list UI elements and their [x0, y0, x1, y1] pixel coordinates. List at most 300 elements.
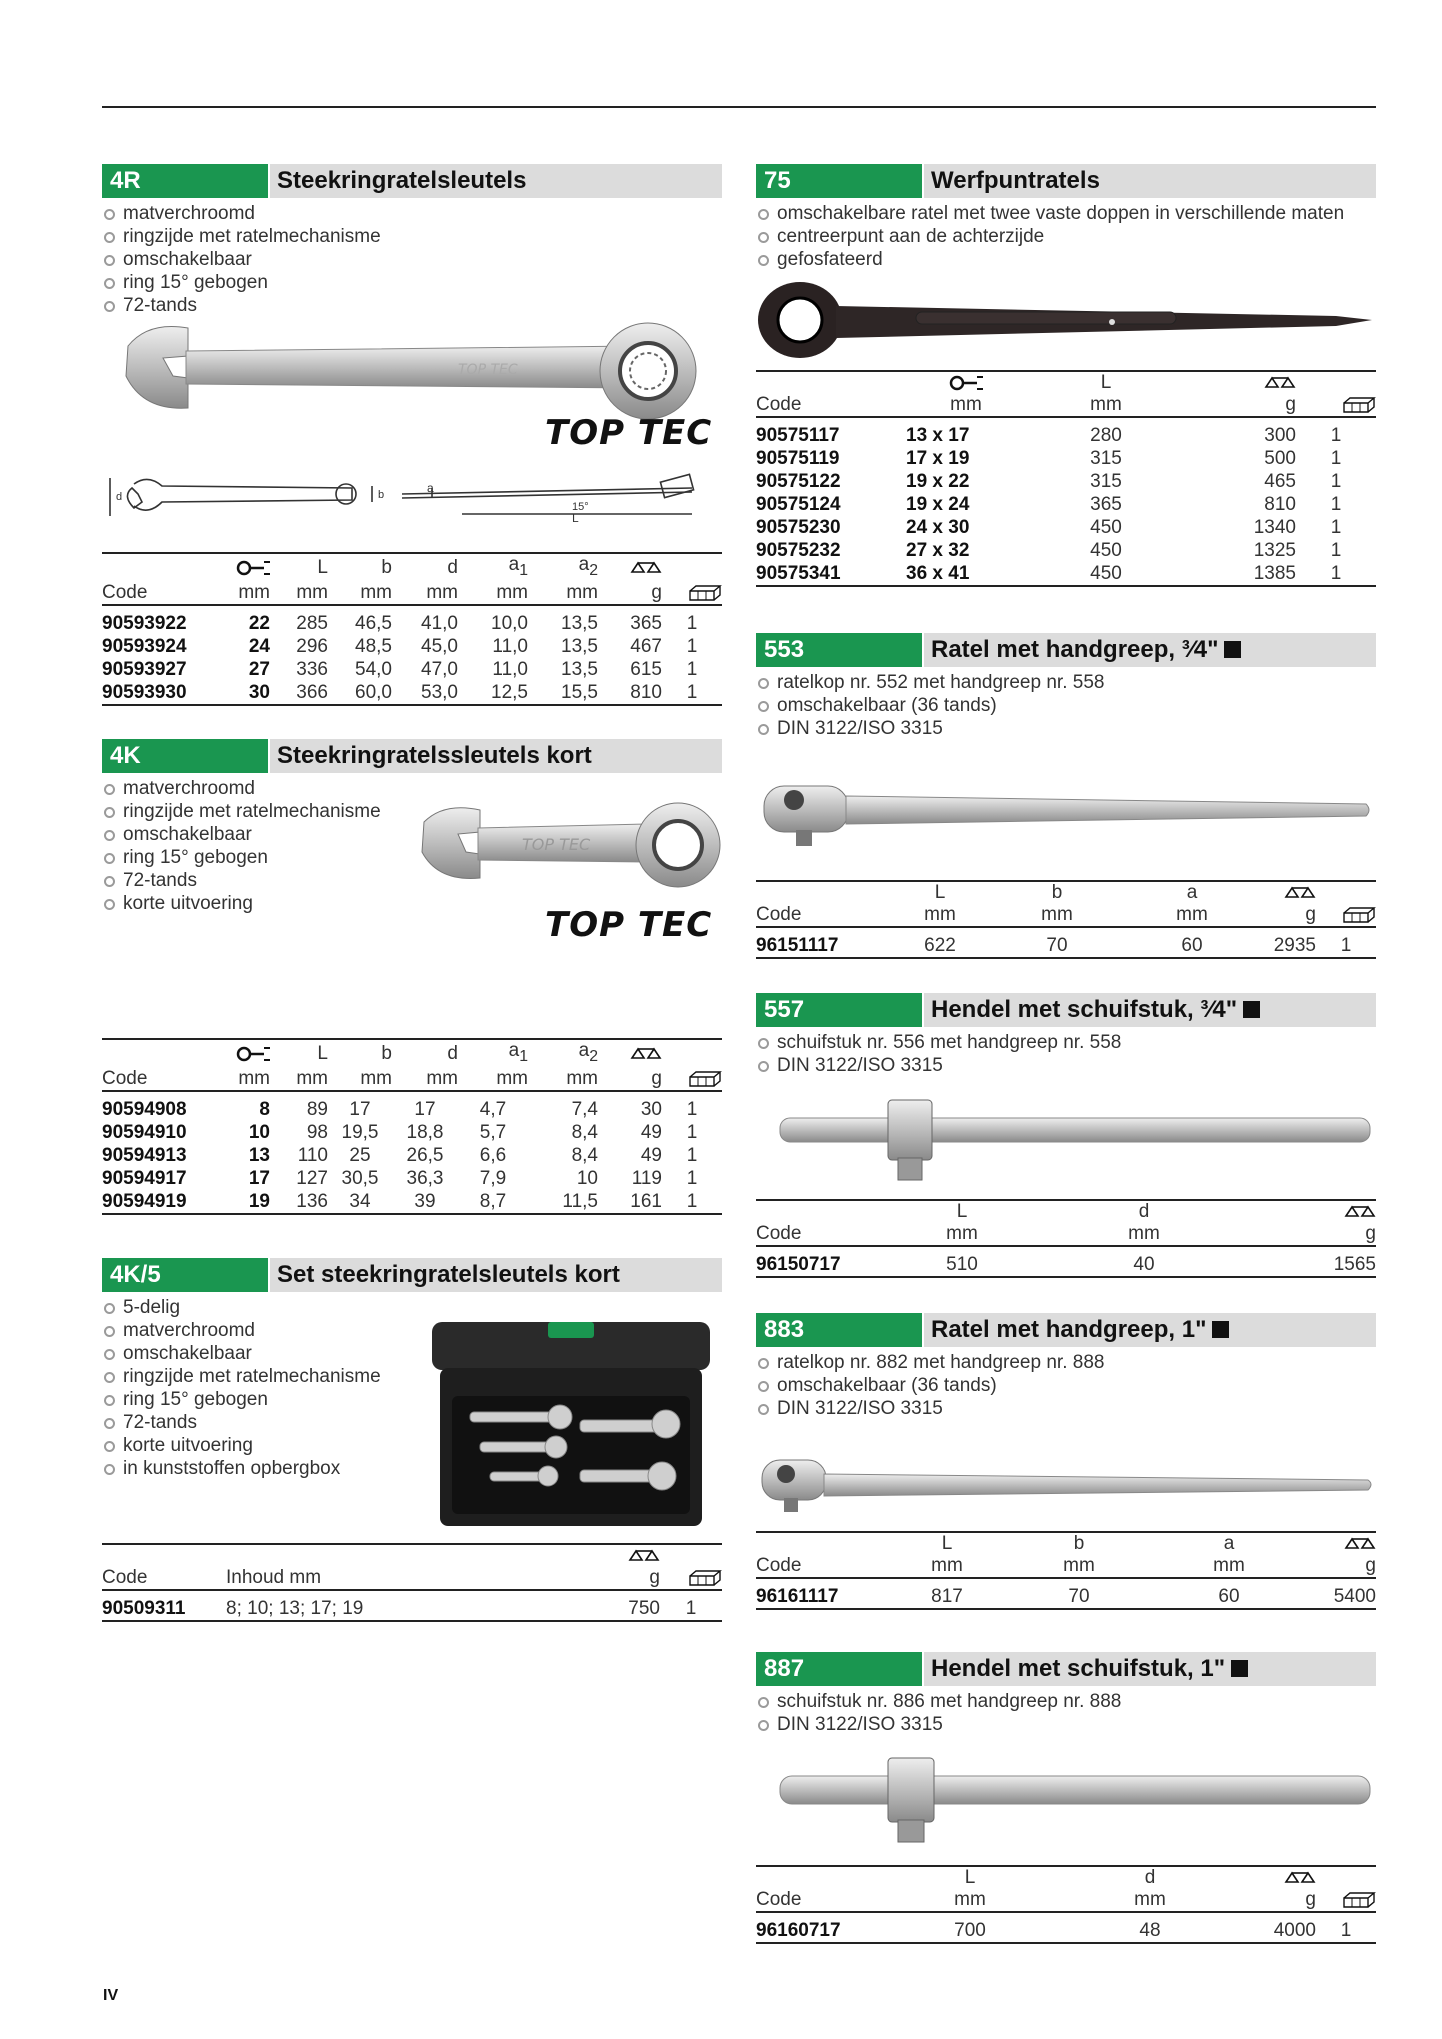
- col-a1-sub: 1: [519, 561, 528, 579]
- package-icon: [1296, 394, 1376, 417]
- col-L: L: [956, 1201, 968, 1222]
- cell-size: 19 x 24: [906, 494, 970, 515]
- feature-item: korte uitvoering: [102, 892, 722, 915]
- feature-item: ratelkop nr. 882 met handgreep nr. 888: [756, 1351, 1376, 1374]
- cell-size: 19 x 22: [906, 471, 970, 492]
- section-number: 75: [756, 164, 922, 198]
- weight-icon: [1254, 1200, 1376, 1223]
- col-a2: [528, 1039, 598, 1068]
- cell-L: 622: [924, 935, 956, 956]
- feature-item: schuifstuk nr. 556 met handgreep nr. 558: [756, 1031, 1376, 1054]
- cell-code: 90593930: [102, 681, 187, 703]
- cell-code: 96151117: [756, 935, 839, 956]
- ratchet-handle-1in-image: [756, 1456, 1376, 1516]
- cell-code: 90575119: [756, 448, 840, 469]
- cell-pack: 1: [1330, 471, 1342, 492]
- cell-code: 90575124: [756, 494, 841, 515]
- col-d-unit: mm: [426, 1067, 458, 1089]
- cell-a1: 8,7: [479, 1190, 507, 1212]
- cell-a1: 12,5: [491, 681, 528, 703]
- col-size-unit: mm: [238, 581, 270, 603]
- col-weight-unit: g: [1285, 394, 1296, 415]
- section-557: [756, 993, 1376, 1077]
- col-L: L: [934, 882, 946, 903]
- weight-icon: [1260, 881, 1316, 904]
- cell-code: 90509311: [102, 1598, 186, 1619]
- package-icon: [662, 582, 722, 605]
- feature-item: 72-tands: [102, 869, 722, 892]
- cell-pack: 1: [686, 681, 698, 703]
- col-d: d: [447, 1042, 458, 1064]
- col-b-unit: mm: [360, 1067, 392, 1089]
- table-row: [102, 1190, 722, 1214]
- feature-item: omschakelbaar: [102, 248, 722, 271]
- square-icon: [1212, 1321, 1229, 1338]
- weight-icon: [1304, 1532, 1376, 1555]
- cell-L: 89: [306, 1098, 328, 1120]
- cell-L: 366: [296, 681, 328, 703]
- cell-a2: 13,5: [561, 612, 598, 634]
- cell-pack: 1: [686, 1098, 698, 1120]
- cell-b: 19,5: [341, 1121, 379, 1143]
- cell-L: 110: [297, 1144, 328, 1166]
- cell-L: 510: [946, 1254, 978, 1275]
- section-header: [756, 1313, 1376, 1347]
- combination-wrench-image: [118, 316, 698, 426]
- cell-weight: 119: [631, 1167, 662, 1189]
- cell-content: 8; 10; 13; 17; 19: [226, 1598, 364, 1619]
- table-row: [756, 1578, 1376, 1609]
- table-row: [756, 447, 1376, 470]
- col-d-unit: mm: [1128, 1223, 1160, 1244]
- section-553: [756, 633, 1376, 740]
- table-row: [756, 1246, 1376, 1277]
- weight-icon: [598, 1039, 662, 1068]
- col-weight-unit: g: [651, 1067, 662, 1089]
- svg-text:L: L: [572, 511, 579, 525]
- cell-weight: 1565: [1333, 1254, 1376, 1275]
- cell-L: 296: [296, 635, 328, 657]
- feature-list: [756, 671, 1376, 740]
- feature-item: omschakelbaar: [102, 1342, 722, 1365]
- feature-list: [102, 202, 722, 317]
- section-title-text: Hendel met schuifstuk, 1": [931, 1655, 1226, 1682]
- cell-code: 90594908: [102, 1098, 187, 1120]
- table-row: [756, 516, 1376, 539]
- cell-weight: 1325: [1253, 540, 1296, 561]
- section-title: [924, 993, 1376, 1027]
- feature-item: omschakelbaar (36 tands): [756, 1374, 1376, 1397]
- section-number: 557: [756, 993, 922, 1027]
- cell-code: 96160717: [756, 1920, 841, 1941]
- col-a1-label: a: [508, 554, 520, 575]
- col-a1-sub: 1: [519, 1047, 528, 1065]
- cell-pack: 1: [1340, 935, 1352, 956]
- col-b: b: [1051, 882, 1063, 903]
- table-row: [102, 1091, 722, 1121]
- feature-item: omschakelbaar (36 tands): [756, 694, 1376, 717]
- feature-item: DIN 3122/ISO 3315: [756, 717, 1376, 740]
- section-title: Steekringratelssleutels kort: [270, 739, 722, 773]
- feature-item: centreerpunt aan de achterzijde: [756, 225, 1376, 248]
- col-a2-label: a: [578, 554, 590, 575]
- page-number: IV: [103, 1987, 119, 2004]
- col-code: Code: [102, 581, 148, 603]
- col-weight-unit: g: [1365, 1555, 1376, 1576]
- cell-a1: 7,9: [479, 1167, 507, 1189]
- cell-weight: 49: [640, 1121, 662, 1143]
- cell-d: 18,8: [406, 1121, 444, 1143]
- table-row: [756, 927, 1376, 958]
- cell-d: 17: [414, 1098, 436, 1120]
- cell-a1: 10,0: [491, 612, 528, 634]
- cell-size: 10: [248, 1121, 270, 1143]
- cell-L: 365: [1090, 494, 1122, 515]
- cell-d: 39: [414, 1190, 436, 1212]
- section-number: 4K: [102, 739, 268, 773]
- section-number: 887: [756, 1652, 922, 1686]
- col-L: L: [1100, 372, 1112, 393]
- section-header: [756, 633, 1376, 667]
- feature-item: omschakelbaar: [102, 823, 722, 846]
- short-wrench-image: [418, 800, 724, 890]
- cell-L: 98: [306, 1121, 328, 1143]
- table-row: [756, 493, 1376, 516]
- col-L-unit: mm: [296, 581, 328, 603]
- cell-d: 48: [1139, 1920, 1161, 1941]
- col-d-unit: mm: [426, 581, 458, 603]
- cell-pack: 1: [1330, 425, 1342, 446]
- square-icon: [1224, 641, 1241, 658]
- cell-pack: 1: [1330, 563, 1342, 584]
- feature-item: ringzijde met ratelmechanisme: [102, 800, 722, 823]
- section-title: [924, 1313, 1376, 1347]
- table-row: [756, 1912, 1376, 1943]
- feature-item: DIN 3122/ISO 3315: [756, 1713, 1376, 1736]
- feature-list: [756, 1031, 1376, 1077]
- feature-item: 5-delig: [102, 1296, 722, 1319]
- cell-code: 90594913: [102, 1144, 187, 1166]
- col-weight-unit: g: [651, 581, 662, 603]
- section-title-text: Ratel met handgreep, ³⁄4": [931, 636, 1219, 663]
- cell-weight: 2935: [1273, 935, 1316, 956]
- col-a2-sub: 2: [589, 1047, 598, 1065]
- cell-pack: 1: [1330, 448, 1342, 469]
- feature-item: omschakelbare ratel met twee vaste doppen in verschillende maten: [756, 202, 1376, 225]
- cell-d: 26,5: [406, 1144, 444, 1166]
- cell-a2: 13,5: [561, 658, 598, 680]
- cell-pack: 1: [686, 658, 698, 680]
- col-a1: [458, 1039, 528, 1068]
- col-a2-unit: mm: [566, 1067, 598, 1089]
- cell-a2: 15,5: [561, 681, 598, 703]
- col-L-unit: mm: [954, 1889, 986, 1910]
- cell-L: 336: [296, 658, 328, 680]
- section-4r: [102, 164, 722, 317]
- section-header: [102, 1258, 722, 1292]
- feature-item: korte uitvoering: [102, 1434, 722, 1457]
- table-row: [102, 1590, 722, 1621]
- col-code: Code: [102, 1067, 148, 1089]
- cell-pack: 1: [1330, 494, 1342, 515]
- cell-pack: 1: [686, 1190, 698, 1212]
- cell-b: 34: [349, 1190, 371, 1212]
- cell-size: 36 x 41: [906, 563, 970, 584]
- cell-code: 90593927: [102, 658, 187, 680]
- cell-pack: 1: [686, 635, 698, 657]
- cell-code: 96150717: [756, 1254, 841, 1275]
- cell-size: 22: [248, 612, 270, 634]
- spec-table-4k5: [102, 1543, 722, 1622]
- cell-d: 45,0: [421, 635, 458, 657]
- cell-d: 36,3: [406, 1167, 444, 1189]
- col-a2: [528, 553, 598, 582]
- feature-item: ringzijde met ratelmechanisme: [102, 225, 722, 248]
- feature-item: ringzijde met ratelmechanisme: [102, 1365, 722, 1388]
- section-number: 4R: [102, 164, 268, 198]
- square-icon: [1231, 1660, 1248, 1677]
- cell-L: 136: [296, 1190, 328, 1212]
- col-size-unit: mm: [238, 1067, 270, 1089]
- col-L-unit: mm: [924, 904, 956, 925]
- feature-item: matverchroomd: [102, 777, 722, 800]
- spec-table-887: [756, 1865, 1376, 1944]
- col-code: Code: [102, 1567, 148, 1588]
- cell-weight: 810: [630, 681, 662, 703]
- cell-b: 54,0: [355, 658, 392, 680]
- cell-size: 24 x 30: [906, 517, 970, 538]
- feature-item: matverchroomd: [102, 1319, 722, 1342]
- col-code: Code: [756, 1555, 802, 1576]
- section-887: [756, 1652, 1376, 1736]
- cell-weight: 750: [628, 1598, 660, 1619]
- table-row: [102, 635, 722, 658]
- section-title: [924, 633, 1376, 667]
- section-header: [756, 1652, 1376, 1686]
- spec-table-4k: [102, 1038, 722, 1215]
- cell-code: 90575341: [756, 563, 841, 584]
- size-icon: [220, 553, 270, 582]
- package-icon: [662, 1068, 722, 1091]
- section-header: [102, 739, 722, 773]
- feature-item: ring 15° gebogen: [102, 1388, 722, 1411]
- cell-d: 53,0: [421, 681, 458, 703]
- cell-pack: 1: [1330, 517, 1342, 538]
- section-title: Set steekringratelsleutels kort: [270, 1258, 722, 1292]
- brand-logo: TOP TEC: [545, 413, 713, 453]
- col-b-unit: mm: [360, 581, 392, 603]
- cell-size: 8: [259, 1098, 270, 1120]
- cell-L: 700: [954, 1920, 986, 1941]
- table-row: [102, 605, 722, 635]
- cell-a: 60: [1218, 1586, 1240, 1607]
- section-75: [756, 164, 1376, 271]
- cell-code: 90593922: [102, 612, 187, 634]
- col-L: L: [941, 1533, 953, 1554]
- cell-code: 90593924: [102, 635, 187, 657]
- table-row: [756, 470, 1376, 493]
- table-row: [756, 417, 1376, 447]
- weight-icon: [598, 553, 662, 582]
- col-b: b: [381, 556, 392, 578]
- feature-item: ring 15° gebogen: [102, 846, 722, 869]
- svg-text:TOP TEC: TOP TEC: [522, 835, 591, 854]
- cell-a2: 8,4: [571, 1121, 598, 1143]
- cell-code: 90575230: [756, 517, 841, 538]
- section-header: [756, 164, 1376, 198]
- cell-b: 46,5: [355, 612, 392, 634]
- feature-item: gefosfateerd: [756, 248, 1376, 271]
- feature-list: [756, 1351, 1376, 1420]
- cell-weight: 30: [640, 1098, 662, 1120]
- cell-size: 13: [248, 1144, 270, 1166]
- cell-pack: 1: [686, 1144, 698, 1166]
- weight-icon: [1186, 371, 1296, 394]
- col-a2-label: a: [578, 1040, 590, 1061]
- col-d: d: [447, 556, 458, 578]
- col-a-unit: mm: [1176, 904, 1208, 925]
- cell-a2: 8,4: [571, 1144, 598, 1166]
- podger-ratchet-image: [756, 280, 1376, 360]
- col-a2-sub: 2: [589, 561, 598, 579]
- feature-item: ratelkop nr. 552 met handgreep nr. 558: [756, 671, 1376, 694]
- feature-item: matverchroomd: [102, 202, 722, 225]
- svg-text:a: a: [427, 481, 434, 495]
- col-a: a: [1186, 882, 1198, 903]
- section-header: [102, 164, 722, 198]
- col-size-unit: mm: [950, 394, 982, 415]
- svg-text:TOP TEC: TOP TEC: [458, 362, 518, 378]
- col-b-unit: mm: [1063, 1555, 1095, 1576]
- cell-size: 17: [248, 1167, 270, 1189]
- feature-item: 72-tands: [102, 294, 722, 317]
- cell-pack: 1: [685, 1598, 697, 1619]
- feature-list: [756, 202, 1376, 271]
- col-b: b: [381, 1042, 392, 1064]
- feature-item: ring 15° gebogen: [102, 271, 722, 294]
- cell-b: 17: [349, 1098, 371, 1120]
- cell-weight: 1340: [1253, 517, 1296, 538]
- table-row: [102, 1167, 722, 1190]
- col-code: Code: [756, 394, 802, 415]
- col-a1-unit: mm: [496, 581, 528, 603]
- table-row: [102, 1121, 722, 1144]
- col-weight-unit: g: [1365, 1223, 1376, 1244]
- section-number: 883: [756, 1313, 922, 1347]
- cell-size: 27 x 32: [906, 540, 970, 561]
- feature-list: [756, 1690, 1376, 1736]
- col-L-unit: mm: [1090, 394, 1122, 415]
- package-icon: [1316, 904, 1376, 927]
- col-L-unit: mm: [296, 1067, 328, 1089]
- col-d: d: [1138, 1201, 1150, 1222]
- cell-weight: 5400: [1333, 1586, 1376, 1607]
- col-L: L: [964, 1867, 976, 1888]
- col-L-unit: mm: [931, 1555, 963, 1576]
- brand-logo: TOP TEC: [545, 905, 713, 945]
- ratchet-handle-image: [756, 776, 1376, 852]
- cell-L: 315: [1090, 448, 1122, 469]
- col-code: Code: [756, 904, 802, 925]
- cell-weight: 4000: [1273, 1920, 1316, 1941]
- sliding-t-bar-image: [776, 1092, 1376, 1184]
- feature-item: DIN 3122/ISO 3315: [756, 1397, 1376, 1420]
- section-number: 553: [756, 633, 922, 667]
- cell-code: 90575122: [756, 471, 841, 492]
- spec-table-883: [756, 1531, 1376, 1610]
- feature-item: DIN 3122/ISO 3315: [756, 1054, 1376, 1077]
- table-row: [102, 681, 722, 705]
- cell-weight: 500: [1264, 448, 1296, 469]
- col-L: L: [317, 1042, 328, 1064]
- cell-size: 19: [248, 1190, 270, 1212]
- col-b-unit: mm: [1041, 904, 1073, 925]
- dimension-drawing: [102, 466, 722, 526]
- cell-L: 285: [296, 612, 328, 634]
- col-L-unit: mm: [946, 1223, 978, 1244]
- package-icon: [660, 1567, 722, 1590]
- col-a1-label: a: [508, 1040, 520, 1061]
- col-code: Code: [756, 1223, 802, 1244]
- cell-weight: 49: [640, 1144, 662, 1166]
- feature-item: in kunststoffen opbergbox: [102, 1457, 722, 1480]
- weight-icon: [1250, 1866, 1316, 1889]
- cell-weight: 615: [630, 658, 662, 680]
- cell-a2: 11,5: [562, 1190, 598, 1212]
- section-header: [756, 993, 1376, 1027]
- sliding-t-bar-1in-image: [776, 1752, 1376, 1844]
- cell-L: 817: [931, 1586, 963, 1607]
- col-weight-unit: g: [1305, 1889, 1316, 1910]
- section-title: [924, 1652, 1376, 1686]
- section-number: 4K/5: [102, 1258, 268, 1292]
- top-rule: [102, 106, 1376, 108]
- col-a1: [458, 553, 528, 582]
- cell-code: 90575232: [756, 540, 841, 561]
- cell-a1: 5,7: [479, 1121, 507, 1143]
- storage-box-image: [430, 1320, 712, 1530]
- table-row: [102, 1144, 722, 1167]
- cell-d: 47,0: [421, 658, 458, 680]
- cell-a: 60: [1181, 935, 1203, 956]
- section-title: Werfpuntratels: [924, 164, 1376, 198]
- package-icon: [1316, 1889, 1376, 1912]
- cell-size: 27: [248, 658, 270, 680]
- cell-code: 90594919: [102, 1190, 187, 1212]
- cell-b: 48,5: [355, 635, 392, 657]
- cell-pack: 1: [686, 1167, 698, 1189]
- cell-L: 127: [296, 1167, 328, 1189]
- svg-text:15°: 15°: [572, 501, 589, 513]
- cell-d: 41,0: [421, 612, 458, 634]
- cell-a2: 13,5: [561, 635, 598, 657]
- col-a2-unit: mm: [566, 581, 598, 603]
- cell-b: 70: [1046, 935, 1068, 956]
- cell-code: 90575117: [756, 425, 840, 446]
- cell-L: 450: [1090, 563, 1122, 584]
- section-883: [756, 1313, 1376, 1420]
- square-icon: [1243, 1001, 1260, 1018]
- col-weight-unit: g: [649, 1567, 660, 1588]
- section-title-text: Hendel met schuifstuk, ³⁄4": [931, 996, 1238, 1023]
- feature-item: 72-tands: [102, 1411, 722, 1434]
- cell-L: 450: [1090, 517, 1122, 538]
- col-a1-unit: mm: [496, 1067, 528, 1089]
- col-a: a: [1223, 1533, 1235, 1554]
- svg-text:b: b: [378, 489, 385, 501]
- cell-a1: 6,6: [479, 1144, 507, 1166]
- cell-pack: 1: [686, 1121, 698, 1143]
